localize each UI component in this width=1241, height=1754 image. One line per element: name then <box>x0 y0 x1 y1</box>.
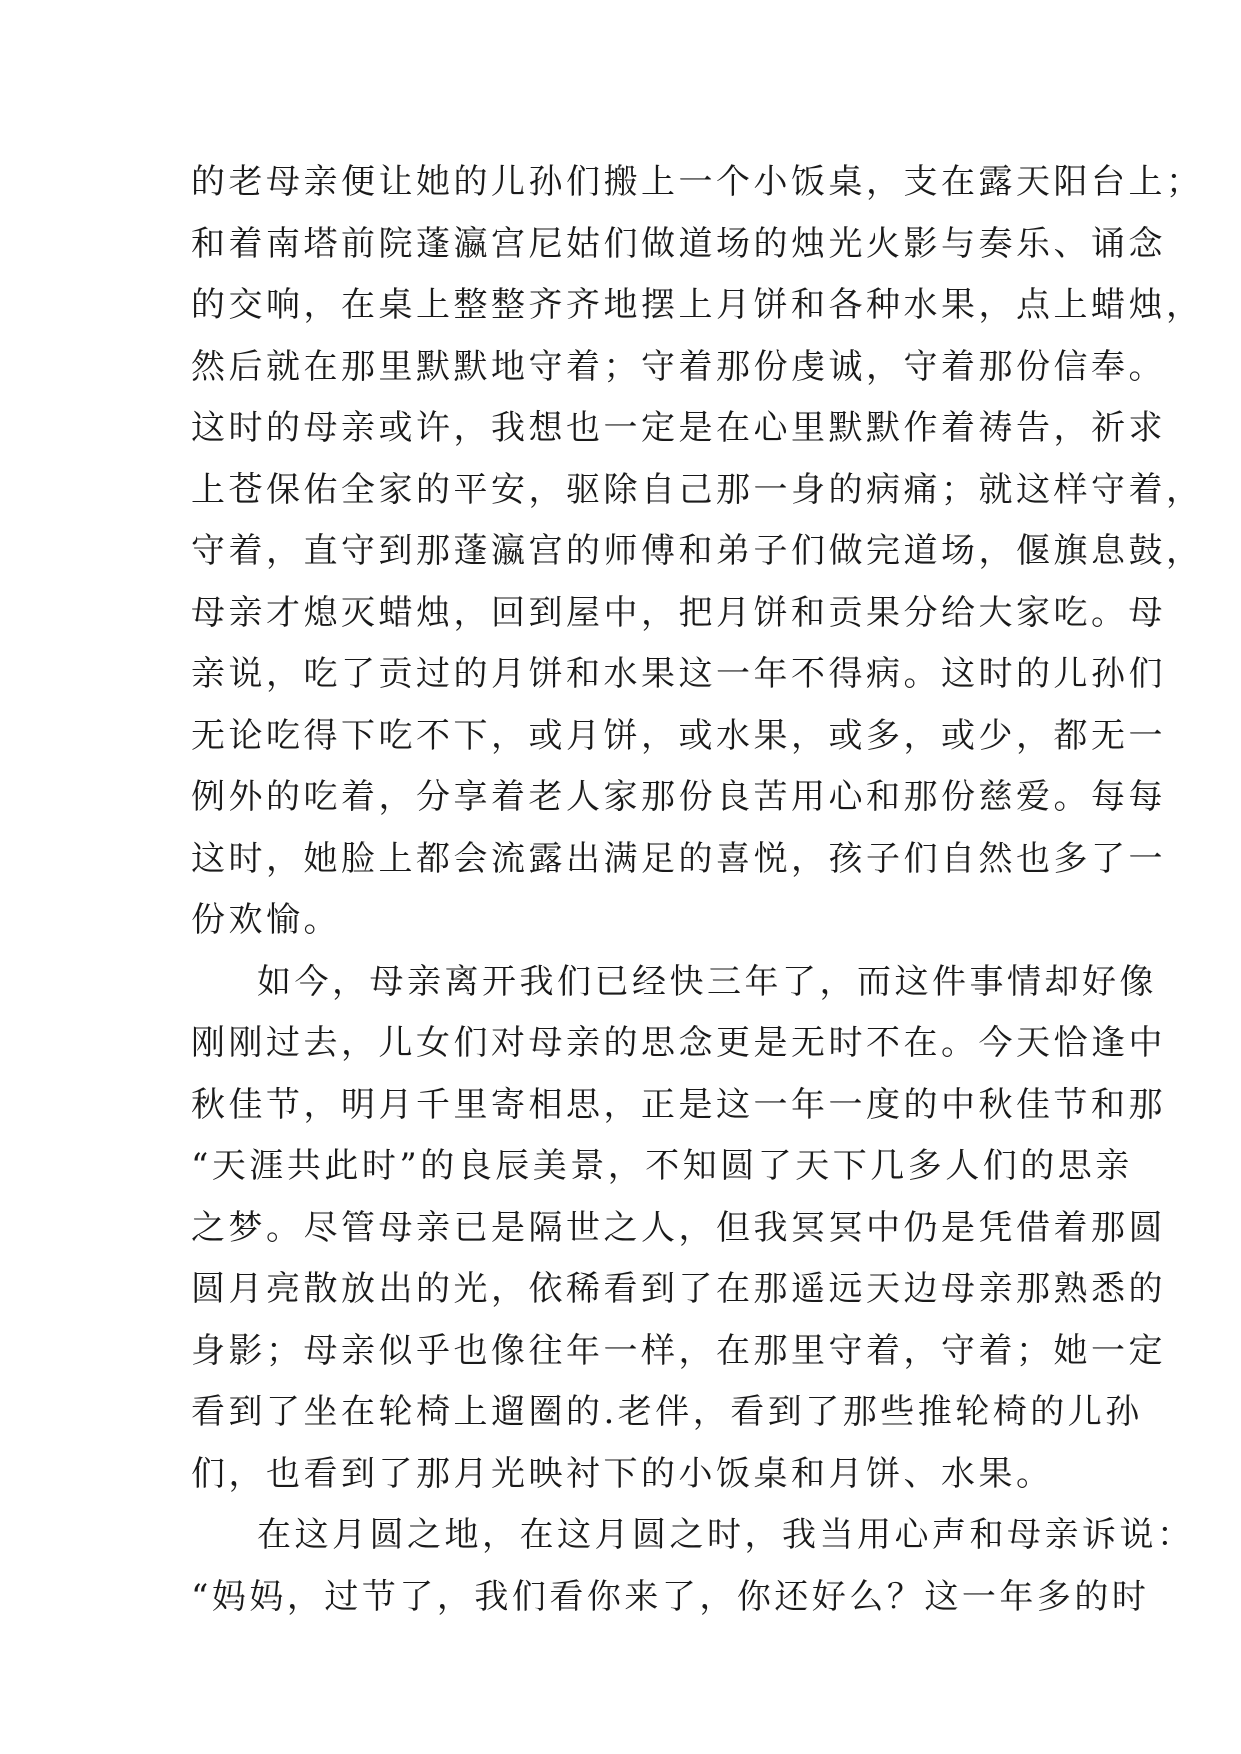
text-line: 这时的母亲或许，我想也一定是在心里默默作着祷告，祈求 <box>191 408 1166 448</box>
text-line: 和着南塔前院蓬瀛宫尼姑们做道场的烛光火影与奏乐、诵念 <box>191 223 1166 264</box>
text-line: 这时，她脸上都会流露出满足的喜悦，孩子们自然也多了一 <box>191 838 1166 879</box>
text-line: 之梦。尽管母亲已是隔世之人，但我冥冥中仍是凭借着那圆 <box>191 1207 1166 1248</box>
text-line: 份欢愉。 <box>191 900 341 940</box>
text-line: 母亲才熄灭蜡烛，回到屋中，把月饼和贡果分给大家吃。母 <box>191 592 1166 633</box>
text-line: “妈妈，过节了，我们看你来了，你还好么？这一年多的时 <box>191 1576 1150 1617</box>
text-line: 圆月亮散放出的光，依稀看到了在那遥远天边母亲那熟悉的 <box>191 1269 1166 1309</box>
text-line: 们，也看到了那月光映衬下的小饭桌和月饼、水果。 <box>191 1453 1054 1494</box>
text-line: 秋佳节，明月千里寄相思，正是这一年一度的中秋佳节和那 <box>191 1084 1166 1125</box>
text-line: 然后就在那里默默地守着；守着那份虔诚，守着那份信奉。 <box>191 346 1166 387</box>
text-line: 上苍保佑全家的平安，驱除自己那一身的病痛；就这样守着， <box>191 469 1204 510</box>
text-line: 在这月圆之地，在这月圆之时，我当用心声和母亲诉说： <box>257 1515 1195 1555</box>
text-line: 的老母亲便让她的儿孙们搬上一个小饭桌，支在露天阳台上； <box>191 162 1204 202</box>
text-line: 刚刚过去，儿女们对母亲的思念更是无时不在。今天恰逢中 <box>191 1023 1166 1063</box>
text-line: 身影；母亲似乎也像往年一样，在那里守着，守着；她一定 <box>191 1330 1166 1371</box>
body-text <box>191 152 1204 1628</box>
text-line: 如今，母亲离开我们已经快三年了，而这件事情却好像 <box>257 961 1157 1002</box>
text-line: 的交响，在桌上整整齐齐地摆上月饼和各种水果，点上蜡烛， <box>191 285 1204 325</box>
text-line: 无论吃得下吃不下，或月饼，或水果，或多，或少，都无一 <box>191 715 1166 756</box>
text-line: 亲说，吃了贡过的月饼和水果这一年不得病。这时的儿孙们 <box>191 654 1166 694</box>
text-line: 守着，直守到那蓬瀛宫的师傅和弟子们做完道场，偃旗息鼓， <box>191 531 1204 571</box>
text-line: “天涯共此时”的良辰美景，不知圆了天下几多人们的思亲 <box>191 1146 1133 1186</box>
text-line: 看到了坐在轮椅上遛圈的.老伴，看到了那些推轮椅的儿孙 <box>191 1392 1143 1432</box>
text-line: 例外的吃着，分享着老人家那份良苦用心和那份慈爱。每每 <box>191 777 1166 817</box>
